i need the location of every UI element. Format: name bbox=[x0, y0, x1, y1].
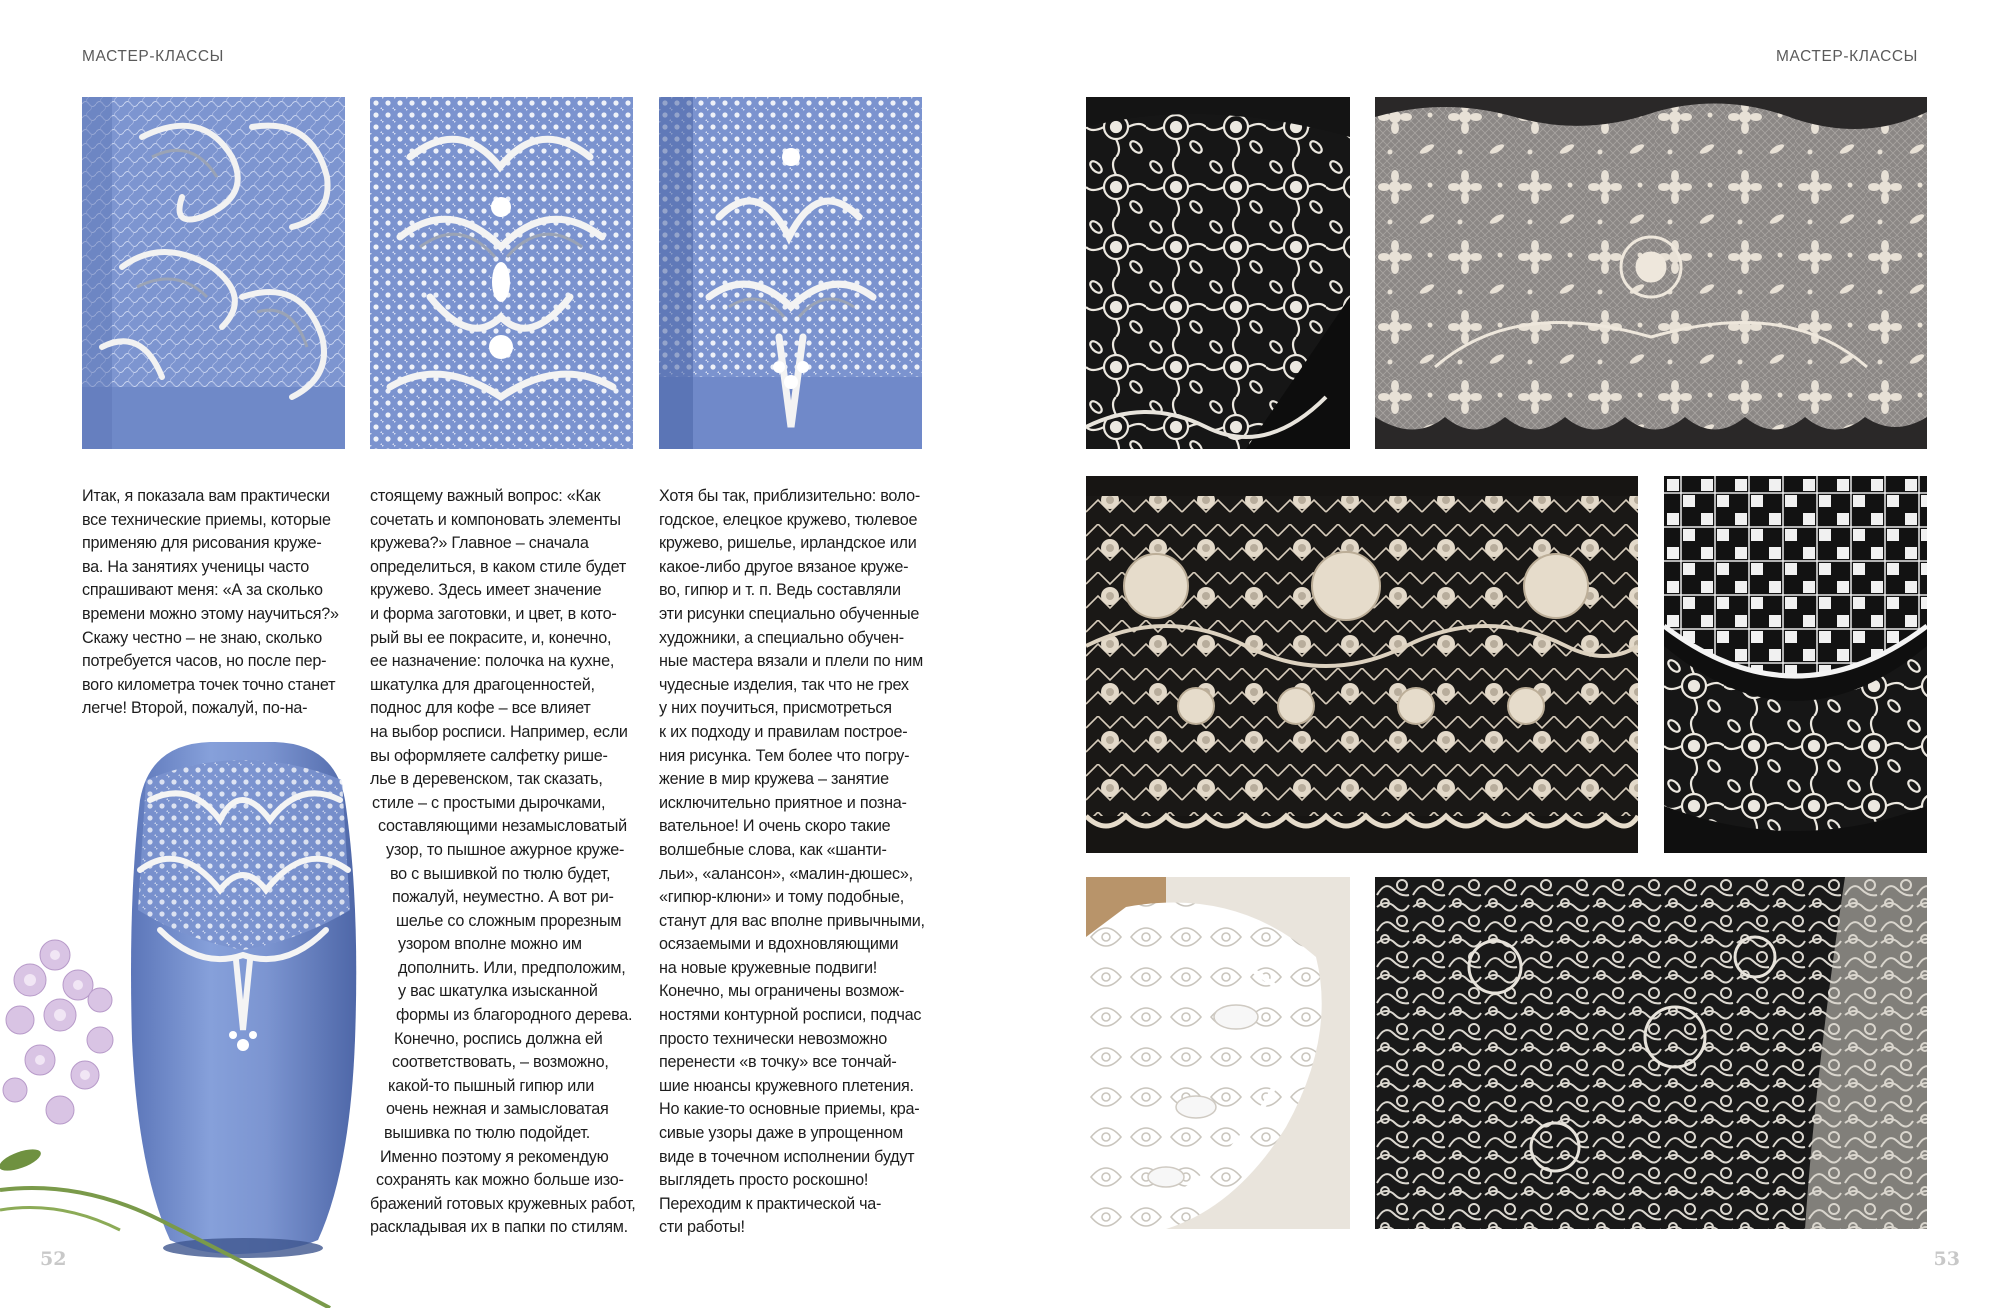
col3-line: к их подходу и правилам построе- bbox=[659, 722, 908, 741]
col1-line: Скажу честно – не знаю, сколько bbox=[82, 628, 322, 647]
page-number-right: 53 bbox=[1933, 1248, 1960, 1270]
col1-line: спрашивают меня: «А за сколько bbox=[82, 581, 323, 600]
col2-line: формы из благородного дерева. bbox=[396, 1006, 633, 1025]
col3-line: у них поучиться, присмотреться bbox=[659, 699, 892, 718]
col3-line: выглядеть просто роскошно! bbox=[659, 1171, 869, 1190]
col1-line: легче! Второй, пожалуй, по-на- bbox=[82, 699, 308, 718]
col3-line: ностями контурной росписи, подчас bbox=[659, 1006, 922, 1025]
col3-line: художники, а специально обучен- bbox=[659, 628, 904, 647]
col2-line: вы оформляете салфетку ришe- bbox=[370, 746, 608, 765]
col2-line: вышивка по тюлю подойдет. bbox=[384, 1124, 591, 1143]
lace-photo-collar bbox=[1086, 97, 1350, 449]
col2-line: кружева?» Главное – сначала bbox=[370, 534, 589, 553]
col2-line: шелье со сложным прорезным bbox=[396, 911, 622, 930]
text-column-1 bbox=[82, 485, 352, 721]
col2-line: сохранять как можно больше изо- bbox=[376, 1171, 624, 1190]
col2-line: дополнить. Или, предположим, bbox=[398, 958, 626, 977]
col3-line: какое-либо другое вязаное круже- bbox=[659, 557, 909, 576]
col2-line: у вас шкатулка изысканной bbox=[398, 982, 598, 1001]
col3-line: перенести «в точку» все тончай- bbox=[659, 1053, 897, 1072]
col2-line: соответствовать, – возможно, bbox=[392, 1053, 609, 1072]
col3-line: станут для вас вполне привычными, bbox=[659, 911, 925, 930]
col2-line: ее назначение: полочка на кухне, bbox=[370, 652, 615, 671]
col2-line: поднос для кофе – все влияет bbox=[370, 699, 591, 718]
col3-line: кружево, ришелье, ирландское или bbox=[659, 534, 917, 553]
col3-line: сти работы! bbox=[659, 1218, 745, 1237]
vase-detail-photo-3 bbox=[659, 97, 922, 449]
col3-line: вательное! И очень скоро такие bbox=[659, 817, 891, 836]
col3-line: Конечно, мы ограничены возмож- bbox=[659, 982, 905, 1001]
col3-line: осязаемыми и вдохновляющими bbox=[659, 935, 899, 954]
col2-line: узором вполне можно им bbox=[398, 935, 582, 954]
col2-line: Конечно, роспись должна ей bbox=[394, 1029, 603, 1048]
col2-line: раскладывая их в папки по стилям. bbox=[370, 1218, 628, 1237]
col1-line: ва. На занятиях ученицы часто bbox=[82, 557, 309, 576]
text-column-2 bbox=[370, 485, 640, 1240]
col3-line: ния рисунка. Тем более что погру- bbox=[659, 746, 910, 765]
col2-line: лье в деревенском, так сказать, bbox=[370, 770, 603, 789]
running-header-left: МАСТЕР-КЛАССЫ bbox=[82, 48, 225, 65]
lace-photo-white-guipure bbox=[1086, 877, 1350, 1229]
col1-line: потребуется часов, но после пер- bbox=[82, 652, 327, 671]
col2-line: кружево. Здесь имеет значение bbox=[370, 581, 602, 600]
running-header-right: МАСТЕР-КЛАССЫ bbox=[1775, 48, 1918, 65]
col3-line: годское, елецкое кружево, тюлевое bbox=[659, 510, 918, 529]
col2-line: сочетать и компоновать элементы bbox=[370, 510, 621, 529]
col2-line: шкатулка для драгоценностей, bbox=[370, 675, 595, 694]
vase-detail-photo-2 bbox=[370, 97, 633, 449]
lace-photo-cutwork bbox=[1664, 476, 1927, 853]
col2-line: стоящему важный вопрос: «Как bbox=[370, 487, 601, 505]
col3-line: льи», «алансон», «малин-дюшес», bbox=[659, 864, 913, 883]
col3-line: жение в мир кружева – занятие bbox=[659, 770, 889, 789]
col3-line: ные мастера вязали и плели по ним bbox=[659, 652, 923, 671]
col2-line: Именно поэтому я рекомендую bbox=[380, 1147, 609, 1166]
col2-line: бражений готовых кружевных работ, bbox=[370, 1194, 636, 1213]
col2-line: на выбор росписи. Например, если bbox=[370, 722, 628, 741]
col2-line: какой-то пышный гипюр или bbox=[388, 1076, 595, 1095]
col1-line: применяю для рисования круже- bbox=[82, 534, 322, 553]
col3-line: виде в точечном исполнении будут bbox=[659, 1147, 915, 1166]
col2-line: узор, то пышное ажурное круже- bbox=[386, 840, 625, 859]
col3-line: во, гипюр и т. п. Ведь составляли bbox=[659, 581, 901, 600]
col3-line: «гипюр-клюни» и тому подобные, bbox=[659, 888, 904, 907]
col3-line: Хотя бы так, приблизительно: воло- bbox=[659, 487, 921, 505]
col2-line: рый вы ее покрасите, и, конечно, bbox=[370, 628, 612, 647]
col2-line: и форма заготовки, и цвет, в кото- bbox=[370, 604, 617, 623]
lace-photo-irish-crochet-border bbox=[1086, 476, 1638, 853]
col3-line: сивые узоры даже в упрощенном bbox=[659, 1124, 903, 1143]
text-column-3 bbox=[659, 485, 929, 1240]
col3-line: чудесные изделия, так что не грех bbox=[659, 675, 909, 694]
right-page bbox=[1000, 0, 2000, 1308]
col1-line: Итак, я показала вам практически bbox=[82, 487, 330, 505]
col3-line: исключительно приятное и позна- bbox=[659, 793, 907, 812]
col3-line: шие нюансы кружевного плетения. bbox=[659, 1076, 914, 1095]
col3-line: эти рисунки специально обученные bbox=[659, 604, 920, 623]
col1-line: времени можно этому научиться?» bbox=[82, 604, 339, 623]
lace-photo-tulle-border bbox=[1375, 97, 1927, 449]
col1-line: все технические приемы, которые bbox=[82, 510, 331, 529]
col2-line: во с вышивкой по тюлю будет, bbox=[390, 864, 611, 883]
col3-line: Но какие-то основные приемы, кра- bbox=[659, 1100, 920, 1119]
vase-detail-photo-1 bbox=[82, 97, 345, 449]
col3-line: волшебные слова, как «шанти- bbox=[659, 840, 887, 859]
page-number-left: 52 bbox=[40, 1248, 67, 1270]
col2-line: стиле – с простыми дырочками, bbox=[372, 793, 606, 812]
col1-line: вого километра точек точно станет bbox=[82, 675, 336, 694]
col2-line: очень нежная и замысловатая bbox=[386, 1100, 609, 1119]
blue-lace-vase-photo bbox=[0, 740, 372, 1308]
col3-line: Переходим к практической ча- bbox=[659, 1194, 882, 1213]
lace-photo-dark-lace-panel bbox=[1375, 877, 1927, 1229]
col2-line: составляющими незамысловатый bbox=[378, 817, 627, 836]
col2-line: пожалуй, неуместно. А вот ри- bbox=[392, 888, 614, 907]
col3-line: просто технически невозможно bbox=[659, 1029, 888, 1048]
col2-line: определиться, в каком стиле будет bbox=[370, 557, 626, 576]
col3-line: на новые кружевные подвиги! bbox=[659, 958, 877, 977]
